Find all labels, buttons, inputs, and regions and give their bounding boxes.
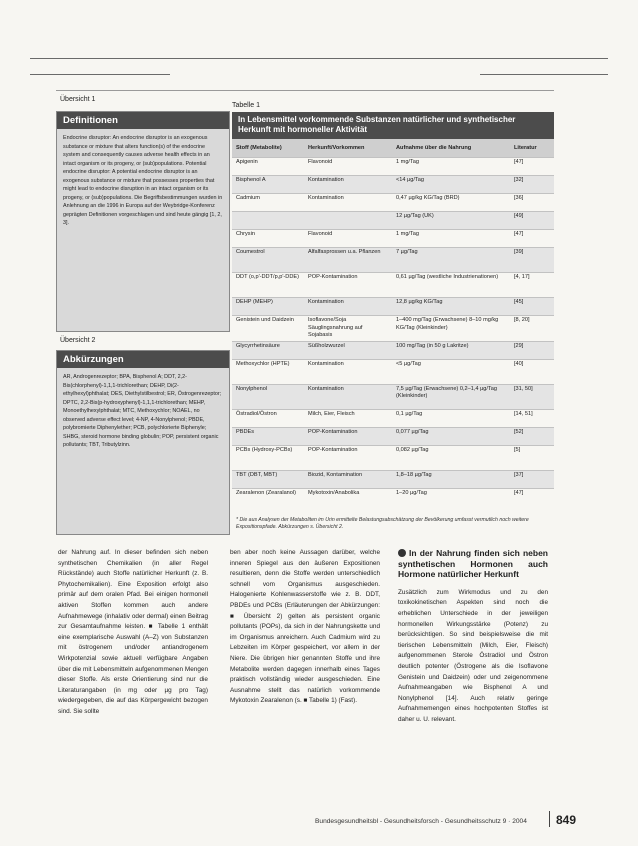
table-cell: [47]	[510, 158, 554, 176]
table-cell: Genistein und Daidzein	[232, 316, 304, 342]
abbreviations-title: Abkürzungen	[57, 351, 229, 368]
table-cell: 0,47 µg/kg KG/Tag (BRD)	[392, 194, 510, 212]
table-row	[232, 176, 554, 194]
page-number-divider	[549, 811, 550, 827]
table-cell: Isoflavone/Soja Säuglingsnahrung auf Sojabasis	[304, 316, 392, 342]
journal-footer: Bundesgesundheitsbl - Gesundheitsforsch - Gesundheitsschutz 9 · 2004	[315, 818, 527, 825]
top-rule-1	[30, 58, 608, 59]
table-cell: 1–400 mg/Tag (Erwachsene) 8–10 mg/kg KG/Tag (Kleinkinder)	[392, 316, 510, 342]
table-cell: Östradiol/Östron	[232, 409, 304, 427]
table-header-row	[232, 139, 554, 158]
table-cell: [47]	[510, 488, 554, 513]
table-cell: DDT (o,p'-DDT/p,p'-DDE)	[232, 273, 304, 298]
table-row	[232, 427, 554, 445]
abbreviations-text: AR, Androgenrezeptor; BPA, Bisphenol A; DDT, 2,2-Bis(chlorphenyl)-1,1,1-trichlorethan; DEHP, Di(2-ethylhexyl)phthalat; DES, Diethylstilbestrol; ER, Östrogenrezeptor; DPTC, 2,2-Bis(p-hydroxyphenyl)-1,1,1-trichlorethan; MEHP, Monoethylhexylphthalat; MTC, Methoxychlor; NOAEL, no observed adverse effect level; 4-NP, 4-Nonylphenol; PBDE, polybromierte Diphenylether; PCB, polychlorierte Biphenyle; SHBG, steroid hormone binding globulin; POP, persistent organic pollutants; TBT, Tributylzinn.	[63, 374, 222, 448]
bullet-dot-icon	[398, 549, 406, 557]
table-cell: [8, 20]	[510, 316, 554, 342]
table-cell: Flavonoid	[304, 230, 392, 248]
abbreviations-box	[56, 350, 230, 535]
table-cell: Biozid, Kontamination	[304, 470, 392, 488]
table-cell: 7,5 µg/Tag (Erwachsene) 0,2–1,4 µg/Tag (Kleinkinder)	[392, 384, 510, 409]
table-cell: [4, 17]	[510, 273, 554, 298]
table-cell: Süßholzwurzel	[304, 341, 392, 359]
table-cell: Apigenin	[232, 158, 304, 176]
table-title: In Lebensmittel vorkommende Substanzen natürlicher und synthetischer Herkunft mit hormoneller Aktivität	[232, 112, 554, 139]
table-header-cell: Herkunft/Vorkommen	[304, 139, 392, 158]
table-cell: 0,1 µg/Tag	[392, 409, 510, 427]
table-row	[232, 470, 554, 488]
table-cell: Kontamination	[304, 298, 392, 316]
table-cell: POP-Kontamination	[304, 427, 392, 445]
table-cell: Kontamination	[304, 176, 392, 194]
table-header-cell: Aufnahme über die Nahrung	[392, 139, 510, 158]
table-cell: [32]	[510, 176, 554, 194]
table-cell: Cadmium	[232, 194, 304, 212]
section-heading	[398, 548, 548, 580]
box2-label: Übersicht 2	[60, 337, 96, 344]
table-cell	[304, 212, 392, 230]
table-cell: 0,61 µg/Tag (westliche Industrienationen)	[392, 273, 510, 298]
table-row	[232, 194, 554, 212]
table-cell: Zearalenon (Zearalanol)	[232, 488, 304, 513]
table-header-cell: Stoff (Metabolite)	[232, 139, 304, 158]
table-row	[232, 248, 554, 273]
table-cell: Alfalfasprossen u.a. Pflanzen	[304, 248, 392, 273]
table-cell: 100 mg/Tag (in 50 g Lakritze)	[392, 341, 510, 359]
table-cell: [29]	[510, 341, 554, 359]
table-cell: [37]	[510, 470, 554, 488]
table-cell: 1,8–18 µg/Tag	[392, 470, 510, 488]
top-rule-3	[480, 74, 608, 75]
table-label: Tabelle 1	[232, 102, 261, 109]
table-row	[232, 230, 554, 248]
definitions-box	[56, 111, 230, 332]
table-cell: Nonylphenol	[232, 384, 304, 409]
table-cell: [31, 50]	[510, 384, 554, 409]
table-cell: 1 mg/Tag	[392, 230, 510, 248]
table-row	[232, 298, 554, 316]
table-cell: 0,082 µg/Tag	[392, 445, 510, 470]
table-cell: Bisphenol A	[232, 176, 304, 194]
table-row	[232, 341, 554, 359]
body-column-1	[58, 548, 208, 718]
table-cell: PCBs (Hydroxy-PCBs)	[232, 445, 304, 470]
table-cell	[232, 212, 304, 230]
table-cell: 12 µg/Tag (UK)	[392, 212, 510, 230]
table-cell: DEHP (MEHP)	[232, 298, 304, 316]
box1-label: Übersicht 1	[60, 96, 96, 103]
table-cell: [39]	[510, 248, 554, 273]
table-cell: TBT (DBT, MBT)	[232, 470, 304, 488]
table-cell: [52]	[510, 427, 554, 445]
table-body	[232, 158, 554, 513]
table-cell: Kontamination	[304, 359, 392, 384]
body-paragraph: ben aber noch keine Aussagen darüber, welche inneren Spiegel aus den äußeren Expositionen resultieren, denn die Stoffe werden unterschiedlich schnell vom Organismus ausgeschieden. Halogenierte Kohlenwasserstoffe wie z. B. DDT, PBDEs und PCBs (Erläuterungen der Abkürzungen: ■ Übersicht 2) gelten als persistent organic pollutants (POPs), da sich in der Nahrungskette und im Organismus anreichern. Auch Cadmium wird zu Lebzeiten im Körper gespeichert, vor allem in der Niere. Die übrigen hier genannten Stoffe und ihre Metabolite werden dagegen innerhalb eines Tages praktisch vollständig wieder ausgeschieden. Eine Ausnahme stellt das natürlich vorkommende Mykotoxin Zearalenon (s. ■ Tabelle 1) (Fast).	[230, 549, 380, 705]
table-cell: Methoxychlor (HPTE)	[232, 359, 304, 384]
table-cell: POP-Kontamination	[304, 273, 392, 298]
top-rule-2	[30, 74, 170, 75]
table-row	[232, 316, 554, 342]
table-cell: [49]	[510, 212, 554, 230]
top-rule-4	[56, 90, 554, 91]
table-cell: <5 µg/Tag	[392, 359, 510, 384]
definitions-text: Endocrine disruptor: An endocrine disruptor is an exogenous substance or mixture that alters function(s) of the endocrine system and consequently causes adverse health effects in an intact organism or its progeny, or (sub)populations. Potential endocrine disruptor: A potential endocrine disruptor is an exogenous substance or mixture that possesses properties that might lead to endocrine disruption in an intact organism or its progeny, or (sub)populations. Die Begriffsbestimmungen wurden in Anlehnung an die 1996 in Europa auf der Weybridge-Konferenz geprägten Definitionen vorgeschlagen und sind heute gängig [1, 2, 3].	[63, 135, 223, 226]
table-cell: Milch, Eier, Fleisch	[304, 409, 392, 427]
table-cell: [45]	[510, 298, 554, 316]
table-row	[232, 273, 554, 298]
table-cell: Glycyrrhetinsäure	[232, 341, 304, 359]
table-cell: 1 mg/Tag	[392, 158, 510, 176]
body-column-3	[398, 548, 548, 726]
substances-table	[232, 139, 554, 513]
table-row	[232, 158, 554, 176]
body-paragraph: der Nahrung auf. In dieser befinden sich neben synthetischen Chemikalien (in aller Regel Rückstände) auch Stoffe natürlicher Herkunft (z. B. Phytochemikalien). Eine Exposition erfolgt also primär auf dem oralen Pfad. Bei einigen hormonell aktiven Stoffen kommen auch andere Aufnahmewege (inhalativ oder dermal) einen Beitrag zur Gesamtaufnahme leisten. ■ Tabelle 1 enthält eine exemplarische Auswahl (A–Z) von Substanzen mit östrogenem und/oder antiandrogenem Wirkpotenzial sowie aktuell verfügbare Angaben über die mit Lebensmitteln aufgenommenen Mengen dieser Stoffe. Als erste Orientierung sind nur die Literaturangaben (in mg oder µg pro Tag) wiedergegeben, die auf das Körpergewicht bezogen sind. Sie sollte	[58, 549, 208, 715]
table-cell: Mykotoxin/Anabolika	[304, 488, 392, 513]
table-cell: Chrysin	[232, 230, 304, 248]
table-cell: 1–20 µg/Tag	[392, 488, 510, 513]
page-number: 849	[556, 813, 577, 827]
table-cell: 0,077 µg/Tag	[392, 427, 510, 445]
table-row	[232, 384, 554, 409]
table-cell: PBDEs	[232, 427, 304, 445]
table-cell: 7 µg/Tag	[392, 248, 510, 273]
table-row	[232, 488, 554, 513]
table-cell: Flavonoid	[304, 158, 392, 176]
table-header-cell: Literatur	[510, 139, 554, 158]
definitions-title: Definitionen	[57, 112, 229, 129]
table-cell: POP-Kontamination	[304, 445, 392, 470]
body-paragraph: Zusätzlich zum Wirkmodus und zu den toxikokinetischen Aspekten sind noch die erheblichen Unterschiede in der jeweiligen hormonellen Wirkungsstärke (Potenz) zu berücksichtigen. So sind beispielsweise die mit tierischen Lebensmitteln (Milch, Eier, Fleisch) aufgenommenen Sterole Östradiol und Östron deutlich potenter (Östrogene als die Isoflavone Genistein und Daidzein) oder und zeigenommene Aufnahmeangaben wie Bisphenol A und Nonylphenol [14]. Auch relativ geringe Aufnahmemengen eines hochpotenten Stoffes ist daher u. U. relevant.	[398, 588, 548, 723]
table-cell: [36]	[510, 194, 554, 212]
table-cell: [47]	[510, 230, 554, 248]
table-cell: 12,8 µg/kg KG/Tag	[392, 298, 510, 316]
table-cell: [14, 51]	[510, 409, 554, 427]
table-row	[232, 445, 554, 470]
section-heading-text: In der Nahrung finden sich neben synthetischen Hormonen auch Hormone natürlicher Herkunft	[398, 548, 548, 580]
body-column-2	[230, 548, 380, 707]
table-cell: [40]	[510, 359, 554, 384]
table-cell: Coumestrol	[232, 248, 304, 273]
table-footnote: * Die aus Analysen der Metaboliten im Urin ermittelte Belastungsabschätzung der Bevölkerung umfasst vermutlich noch weitere Expositionspfade. Abkürzungen s. Übersicht 2.	[236, 516, 529, 530]
table-row	[232, 359, 554, 384]
table-cell: Kontamination	[304, 194, 392, 212]
substances-table-block	[232, 102, 554, 535]
table-cell: [5]	[510, 445, 554, 470]
table-cell: Kontamination	[304, 384, 392, 409]
table-row	[232, 409, 554, 427]
table-cell: <14 µg/Tag	[392, 176, 510, 194]
table-row	[232, 212, 554, 230]
